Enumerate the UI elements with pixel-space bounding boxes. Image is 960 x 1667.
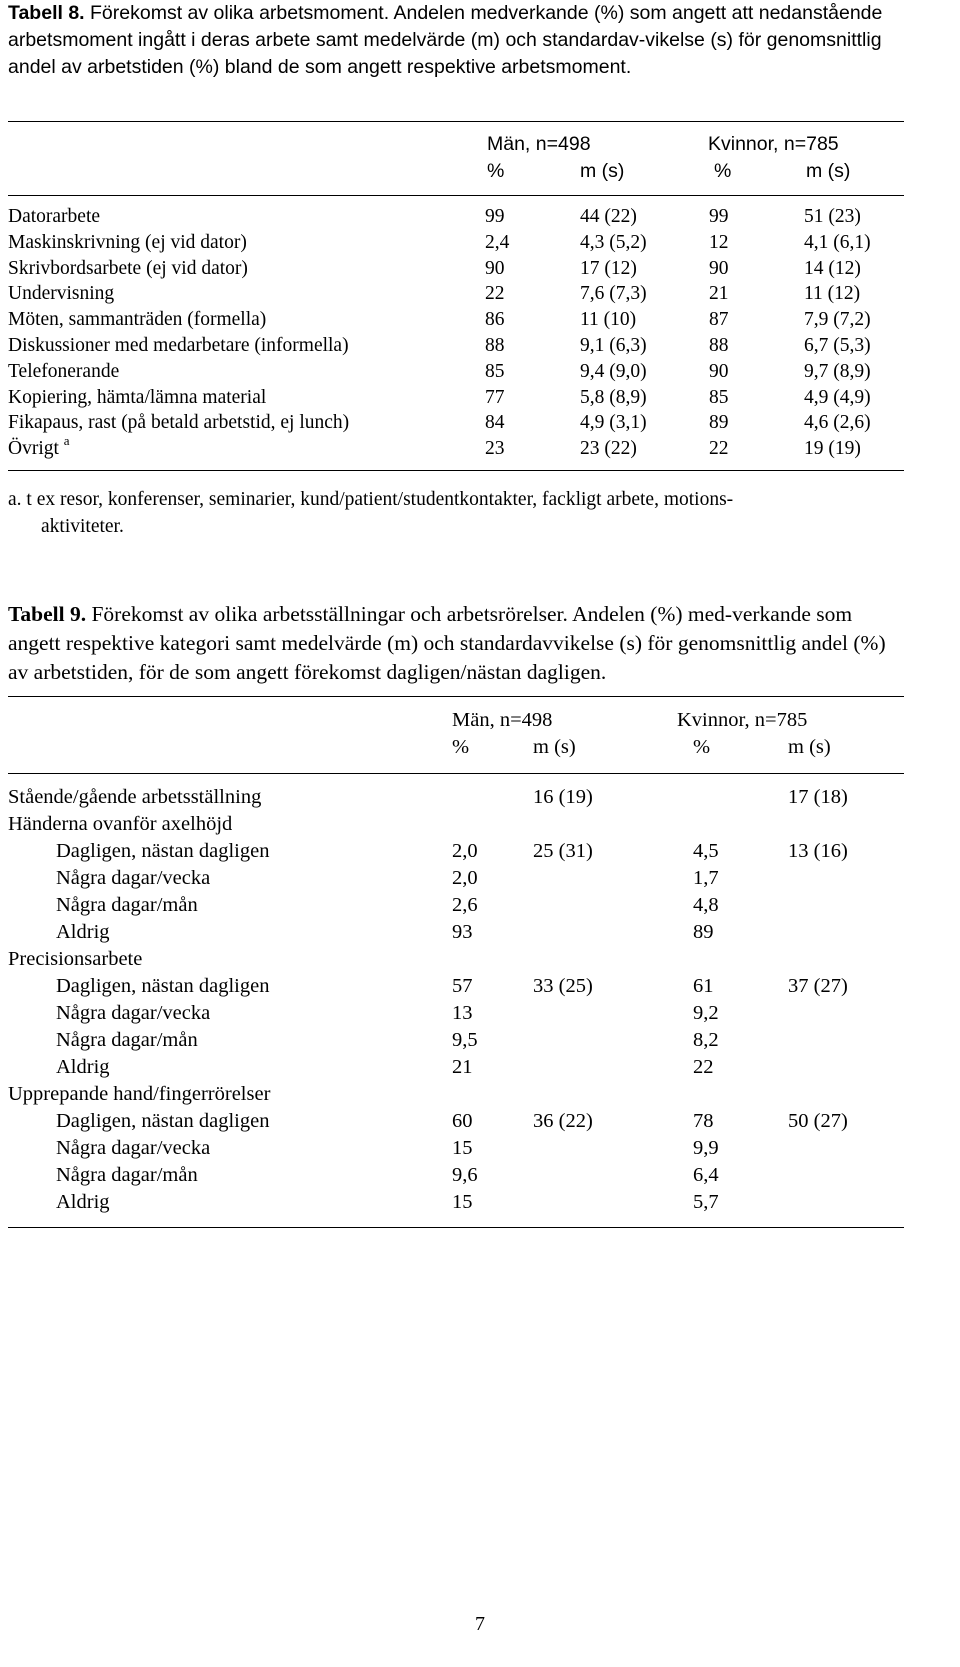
table8-footnote <box>8 486 908 540</box>
table9-cell-men-ms: 25 (31) <box>533 840 593 862</box>
table9-row-label: Precisionsarbete <box>8 948 143 970</box>
table8-cell-men-pct: 85 <box>485 360 505 382</box>
table8-cell-men-ms: 4,3 (5,2) <box>580 231 647 253</box>
table8-header-rule <box>8 195 904 196</box>
table8-cell-men-ms: 17 (12) <box>580 257 637 279</box>
table9-row-label: Några dagar/vecka <box>56 1137 211 1159</box>
table8-cell-women-ms: 11 (12) <box>804 283 861 305</box>
table8-row-label: Maskinskrivning (ej vid dator) <box>8 231 247 253</box>
table8-row-label: Undervisning <box>8 283 115 305</box>
table9-row-label: Några dagar/vecka <box>56 1002 211 1024</box>
table9-cell-women-pct: 8,2 <box>693 1029 719 1051</box>
table8-col-women-pct: % <box>714 160 732 182</box>
table8-cell-women-pct: 87 <box>709 309 729 331</box>
table8-cell-women-ms: 4,6 (2,6) <box>804 412 871 434</box>
table8-bottom-rule <box>8 470 904 471</box>
table8-col-men-pct: % <box>487 160 505 182</box>
table8-top-rule <box>8 121 904 122</box>
table8-cell-men-pct: 90 <box>485 257 505 279</box>
table9-group-women: Kvinnor, n=785 <box>677 709 808 731</box>
table8-cell-women-pct: 88 <box>709 335 729 356</box>
table8-cell-women-ms: 6,7 (5,3) <box>804 335 871 356</box>
table9-cell-women-pct: 61 <box>693 975 714 997</box>
table8-row-label: Möten, sammanträden (formella) <box>8 309 267 331</box>
table9-cell-women-pct: 78 <box>693 1110 714 1132</box>
table8-cell-men-pct: 23 <box>485 438 505 460</box>
table8-cell-men-ms: 23 (22) <box>580 438 637 460</box>
table9-col-women-pct: % <box>693 736 711 758</box>
table8-cell-women-pct: 90 <box>709 257 729 279</box>
table9-cell-women-ms: 13 (16) <box>788 840 848 862</box>
table9-cell-women-pct: 9,9 <box>693 1137 719 1159</box>
table9-caption <box>8 600 908 687</box>
table8-cell-men-pct: 84 <box>485 412 505 434</box>
table8-cell-men-pct: 22 <box>485 283 505 305</box>
table8-cell-women-ms: 4,1 (6,1) <box>804 231 871 253</box>
table8-cell-women-pct: 99 <box>709 206 729 227</box>
table9-row-label: Händerna ovanför axelhöjd <box>8 813 233 835</box>
table9-cell-men-pct: 15 <box>452 1137 473 1159</box>
table9-cell-men-pct: 13 <box>452 1002 473 1024</box>
table8-row-label-wrap <box>8 433 70 460</box>
table9-col-men-pct: % <box>452 736 470 758</box>
table8-cell-women-pct: 21 <box>709 283 729 305</box>
table9-cell-women-ms: 17 (18) <box>788 786 848 808</box>
table8-cell-women-ms: 51 (23) <box>804 206 861 227</box>
table8-cell-women-pct: 12 <box>709 231 729 253</box>
table8-footnote-line2: aktiviteter. <box>41 516 124 537</box>
table8-row-label: Telefonerande <box>8 360 120 382</box>
table9-cell-men-pct: 21 <box>452 1056 473 1078</box>
table8-row-label: Diskussioner med medarbetare (informella) <box>8 335 349 356</box>
table9-col-women-ms: m (s) <box>788 736 831 758</box>
table9-cell-men-pct: 2,6 <box>452 894 478 916</box>
table9-cell-women-ms: 37 (27) <box>788 975 848 997</box>
page-number: 7 <box>475 1613 485 1635</box>
table9-bottom-rule <box>8 1227 904 1228</box>
table8-col-women-ms: m (s) <box>806 160 851 182</box>
table9-col-men-ms: m (s) <box>533 736 576 758</box>
table9-row-label: Några dagar/mån <box>56 894 198 916</box>
table9-cell-women-pct: 22 <box>693 1056 714 1078</box>
table8-cell-men-pct: 77 <box>485 386 505 408</box>
table9-row-label: Aldrig <box>56 1056 110 1078</box>
table9-cell-women-pct: 9,2 <box>693 1002 719 1024</box>
table8-cell-women-pct: 22 <box>709 438 729 460</box>
table9-cell-men-pct: 2,0 <box>452 840 478 862</box>
table8-cell-men-ms: 9,1 (6,3) <box>580 335 647 356</box>
table9-row-label: Dagligen, nästan dagligen <box>56 975 270 997</box>
table8-cell-women-pct: 90 <box>709 360 729 382</box>
table9-cell-men-pct: 57 <box>452 975 473 997</box>
table9-cell-men-pct: 15 <box>452 1191 473 1213</box>
table8-cell-women-ms: 19 (19) <box>804 438 861 460</box>
table9-cell-women-pct: 4,8 <box>693 894 719 916</box>
table9-row-label: Dagligen, nästan dagligen <box>56 840 270 862</box>
table9-cell-women-pct: 4,5 <box>693 840 719 862</box>
table8-cell-men-pct: 86 <box>485 309 505 331</box>
table8-cell-men-pct: 2,4 <box>485 231 510 253</box>
table9-caption-text: Förekomst av olika arbetsställningar och arbetsrörelser. Andelen (%) med-verkande som angett respektive kategori samt medelvärde (m) och standardavvikelse (s) för genomsnittlig andel (%) av arbetstiden, för de som angett förekomst dagligen/nästan dagligen. <box>8 602 886 684</box>
table8-caption <box>8 0 908 81</box>
table9-row-label: Upprepande hand/fingerrörelser <box>8 1083 271 1105</box>
table9-cell-men-pct: 60 <box>452 1110 473 1132</box>
table8-cell-men-ms: 11 (10) <box>580 309 637 331</box>
table8-cell-men-ms: 4,9 (3,1) <box>580 412 647 434</box>
table8-row-label: Skrivbordsarbete (ej vid dator) <box>8 257 248 279</box>
table8-cell-men-ms: 7,6 (7,3) <box>580 283 647 305</box>
table9-row-label: Stående/gående arbetsställning <box>8 786 262 808</box>
table8-cell-men-ms: 9,4 (9,0) <box>580 360 647 382</box>
table9-cell-women-pct: 5,7 <box>693 1191 719 1213</box>
table9-cell-men-ms: 33 (25) <box>533 975 593 997</box>
table9-cell-men-pct: 9,6 <box>452 1164 478 1186</box>
footnote-marker: a <box>63 433 70 449</box>
table9-cell-men-pct: 93 <box>452 921 473 943</box>
table8-cell-men-ms: 5,8 (8,9) <box>580 386 647 408</box>
table8-row-label: Fikapaus, rast (på betald arbetstid, ej lunch) <box>8 412 350 434</box>
table8-footnote-line1: a. t ex resor, konferenser, seminarier, kund/patient/studentkontakter, fackligt arbete, motions- <box>8 489 734 510</box>
table9-header-rule <box>8 773 904 774</box>
table8-cell-men-pct: 99 <box>485 206 505 227</box>
table9-row-label: Dagligen, nästan dagligen <box>56 1110 270 1132</box>
table8-cell-men-ms: 44 (22) <box>580 206 637 227</box>
table9-label: Tabell 9. <box>8 602 87 626</box>
table8-group-women: Kvinnor, n=785 <box>708 133 839 155</box>
table9-cell-women-pct: 6,4 <box>693 1164 719 1186</box>
table8-row-label: Kopiering, hämta/lämna material <box>8 386 267 408</box>
table8-cell-women-ms: 7,9 (7,2) <box>804 309 871 331</box>
table8-cell-women-ms: 14 (12) <box>804 257 861 279</box>
table8-label: Tabell 8. <box>8 2 85 24</box>
table8-cell-women-pct: 85 <box>709 386 729 408</box>
table8-caption-text: Förekomst av olika arbetsmoment. Andelen medverkande (%) som angett att nedanstående arbetsmoment ingått i deras arbete samt medelvärde (m) och standardav-vikelse (s) för genomsnittlig andel av arbetstiden (%) bland de som angett respektive arbetsmoment. <box>8 2 883 78</box>
table8-row-label: Datorarbete <box>8 206 101 227</box>
table9-cell-women-ms: 50 (27) <box>788 1110 848 1132</box>
table8-col-men-ms: m (s) <box>580 160 625 182</box>
table9-cell-men-ms: 16 (19) <box>533 786 593 808</box>
table8-cell-women-ms: 9,7 (8,9) <box>804 360 871 382</box>
table9-cell-women-pct: 89 <box>693 921 714 943</box>
table9-top-rule <box>8 696 904 697</box>
table9-row-label: Några dagar/mån <box>56 1164 198 1186</box>
table9-row-label: Några dagar/mån <box>56 1029 198 1051</box>
table8-cell-women-pct: 89 <box>709 412 729 434</box>
table9-cell-men-ms: 36 (22) <box>533 1110 593 1132</box>
table8-cell-women-ms: 4,9 (4,9) <box>804 386 871 408</box>
table9-row-label: Några dagar/vecka <box>56 867 211 889</box>
table9-cell-men-pct: 9,5 <box>452 1029 478 1051</box>
table9-row-label: Aldrig <box>56 921 110 943</box>
table9-row-label: Aldrig <box>56 1191 110 1213</box>
table9-cell-women-pct: 1,7 <box>693 867 719 889</box>
table8-row-label: Övrigt <box>8 438 59 460</box>
table9-group-men: Män, n=498 <box>452 709 553 731</box>
table9-cell-men-pct: 2,0 <box>452 867 478 889</box>
table8-group-men: Män, n=498 <box>487 133 591 155</box>
table8-cell-men-pct: 88 <box>485 335 505 356</box>
